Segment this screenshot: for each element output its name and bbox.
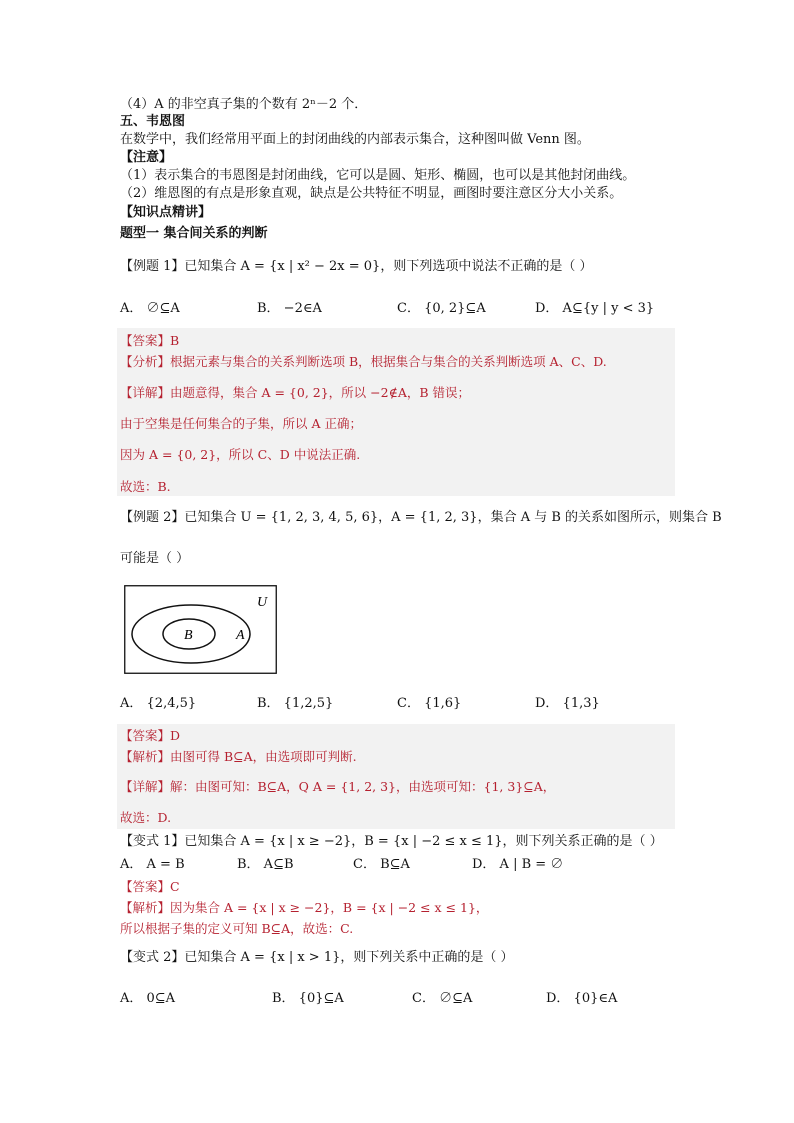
variant-1-option-d: D． A | B = ∅	[472, 857, 564, 872]
type-1-title: 题型一 集合间关系的判断	[120, 226, 268, 241]
example-1-detail-3: 因为 A = {0, 2}，所以 C、D 中说法正确.	[120, 447, 361, 462]
example-2-question: 【例题 2】已知集合 U = {1, 2, 3, 4, 5, 6}，A = {1, 2, 3}，集合 A 与 B 的关系如图所示，则集合 B	[120, 510, 722, 525]
variant-2-question: 【变式 2】已知集合 A = {x | x > 1}，则下列关系中正确的是（ ）	[120, 950, 514, 965]
example-2-option-b: B． {1,2,5}	[257, 696, 334, 711]
universal-set-rectangle	[125, 586, 277, 674]
example-1-detail-1: 【详解】由题意得，集合 A = {0, 2}，所以 −2∉A，B 错误；	[120, 385, 471, 400]
example-1-analysis: 【分析】根据元素与集合的关系判断选项 B，根据集合与集合的关系判断选项 A、C、D.	[120, 354, 607, 369]
example-1-detail-2: 由于空集是任何集合的子集，所以 A 正确；	[120, 416, 362, 431]
variant-2-option-d: D． {0}∈A	[546, 991, 618, 1006]
example-2-option-c: C． {1,6}	[397, 696, 462, 711]
example-2-option-d: D． {1,3}	[535, 696, 600, 711]
variant-1-option-b: B． A⊆B	[237, 857, 294, 872]
variant-2-option-a: A． 0⊆A	[120, 991, 176, 1006]
note-2: （2）维恩图的有点是形象直观，缺点是公共特征不明显，画图时要注意区分大小关系。	[120, 186, 623, 201]
set-a-label: A	[236, 628, 245, 643]
example-1-option-c: C． {0, 2}⊆A	[397, 301, 486, 316]
variant-1-analysis-2: 所以根据子集的定义可知 B⊆A，故选：C.	[120, 921, 354, 936]
example-1-detail-4: 故选：B.	[120, 479, 171, 494]
universal-set-label: U	[257, 595, 268, 610]
knowledge-title: 【知识点精讲】	[120, 205, 212, 220]
variant-1-analysis-1: 【解析】因为集合 A = {x | x ≥ −2}，B = {x | −2 ≤ x ≤ 1}，	[120, 900, 489, 915]
example-2-option-a: A． {2,4,5}	[120, 696, 197, 711]
example-1-option-d: D． A⊆{y | y < 3}	[535, 301, 655, 316]
note-1: （1）表示集合的韦恩图是封闭曲线，它可以是圆、矩形、椭圆，也可以是其他封闭曲线。	[120, 168, 636, 183]
variant-1-option-c: C． B⊆A	[353, 857, 410, 872]
section-5-text: 在数学中，我们经常用平面上的封闭曲线的内部表示集合，这种图叫做 Venn 图。	[120, 132, 590, 147]
variant-2-option-b: B． {0}⊆A	[272, 991, 344, 1006]
section-5-title: 五、韦恩图	[120, 114, 186, 129]
variant-1-question: 【变式 1】已知集合 A = {x | x ≥ −2}，B = {x | −2 ≤ x ≤ 1}，则下列关系正确的是（ ）	[120, 834, 663, 849]
venn-diagram	[124, 585, 278, 675]
variant-1-option-a: A． A = B	[120, 857, 185, 872]
variant-1-answer: 【答案】C	[120, 879, 180, 894]
example-1-question: 【例题 1】已知集合 A = {x | x² − 2x = 0}，则下列选项中说法不正确的是（ ）	[120, 259, 593, 274]
example-1-option-a: A． ∅⊆A	[120, 301, 180, 316]
example-2-detail-1: 【详解】解：由图可知：B⊆A，Q A = {1, 2, 3}，由选项可知：{1, 3}⊆A，	[120, 779, 556, 794]
example-2-analysis: 【解析】由图可得 B⊆A，由选项即可判断.	[120, 749, 357, 764]
example-2-answer: 【答案】D	[120, 728, 181, 743]
example-1-option-b: B． −2∈A	[257, 301, 322, 316]
example-2-detail-2: 故选：D.	[120, 810, 172, 825]
example-2-question-cont: 可能是（ ）	[120, 551, 190, 566]
variant-2-option-c: C． ∅⊆A	[412, 991, 473, 1006]
note-title: 【注意】	[120, 150, 173, 165]
set-b-label: B	[184, 628, 193, 643]
example-1-answer: 【答案】B	[120, 333, 180, 348]
example-2-answer-block	[117, 724, 675, 829]
intro-item-4: （4）A 的非空真子集的个数有 2ⁿ－2 个．	[120, 97, 368, 112]
